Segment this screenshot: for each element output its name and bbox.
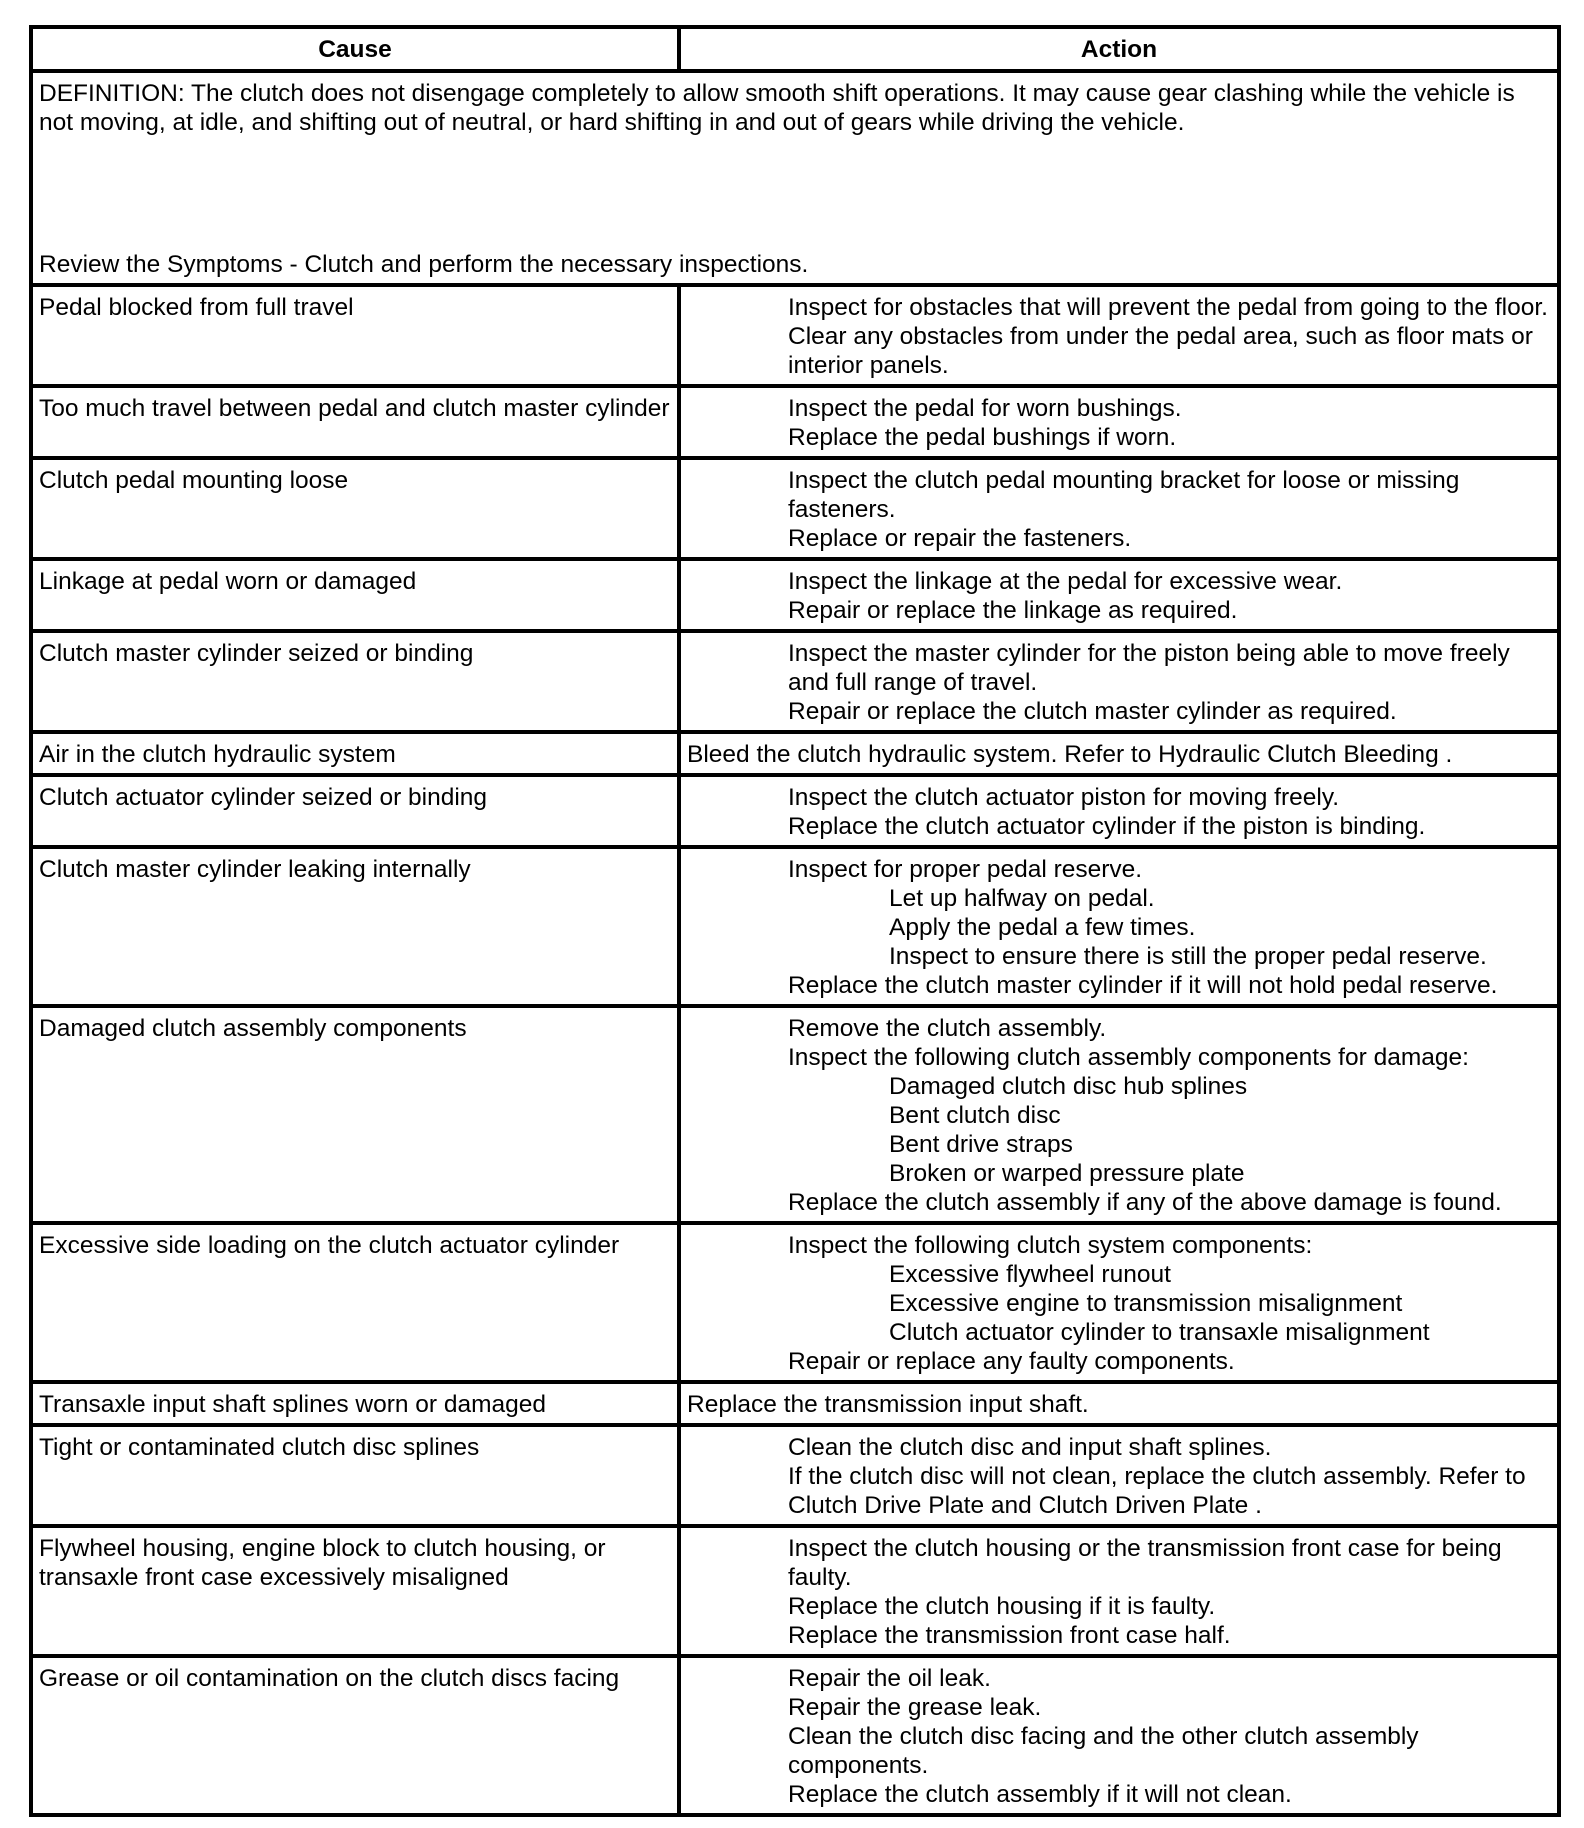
cause-cell: Excessive side loading on the clutch actuator cylinder bbox=[31, 1223, 679, 1382]
cause-cell: Too much travel between pedal and clutch master cylinder bbox=[31, 386, 679, 458]
action-subitem: Damaged clutch disc hub splines bbox=[889, 1073, 1248, 1100]
table-row bbox=[31, 847, 1559, 1006]
action-subitem: Apply the pedal a few times. bbox=[889, 914, 1196, 941]
action-item: Inspect for obstacles that will prevent the pedal from going to the floor. bbox=[788, 294, 1548, 321]
cause-header: Cause bbox=[31, 27, 679, 71]
cause-cell: Clutch master cylinder seized or binding bbox=[31, 631, 679, 732]
action-cell bbox=[679, 285, 1559, 386]
cause-cell: Clutch actuator cylinder seized or binding bbox=[31, 775, 679, 847]
action-cell bbox=[679, 1223, 1559, 1382]
action-item: Clean the clutch disc and input shaft splines. bbox=[788, 1434, 1272, 1461]
cause-cell: Pedal blocked from full travel bbox=[31, 285, 679, 386]
action-item: Clean the clutch disc facing and the other clutch assembly components. bbox=[788, 1723, 1419, 1779]
action-item: Replace the pedal bushings if worn. bbox=[788, 424, 1177, 451]
action-item: Replace the transmission input shaft. bbox=[687, 1391, 1089, 1418]
action-item: Repair or replace the linkage as required. bbox=[788, 597, 1238, 624]
action-cell bbox=[679, 386, 1559, 458]
action-subitem: Bent clutch disc bbox=[889, 1102, 1061, 1129]
table-row bbox=[31, 1006, 1559, 1223]
action-item: Inspect the master cylinder for the piston being able to move freely and full range of travel. bbox=[788, 640, 1510, 696]
definition-cell bbox=[31, 71, 1559, 285]
table-row bbox=[31, 285, 1559, 386]
action-cell bbox=[679, 458, 1559, 559]
action-cell bbox=[679, 775, 1559, 847]
action-subitem: Inspect to ensure there is still the proper pedal reserve. bbox=[889, 943, 1487, 970]
action-subitem: Let up halfway on pedal. bbox=[889, 885, 1155, 912]
action-subitem: Broken or warped pressure plate bbox=[889, 1160, 1245, 1187]
review-symptoms-text: Review the Symptoms - Clutch and perform the necessary inspections. bbox=[39, 251, 809, 278]
cause-cell: Clutch master cylinder leaking internally bbox=[31, 847, 679, 1006]
action-item: Inspect the pedal for worn bushings. bbox=[788, 395, 1182, 422]
action-item: Inspect the following clutch system components: bbox=[788, 1232, 1313, 1259]
action-cell bbox=[679, 559, 1559, 631]
cause-cell: Clutch pedal mounting loose bbox=[31, 458, 679, 559]
table-row bbox=[31, 1526, 1559, 1656]
action-item: Remove the clutch assembly. bbox=[788, 1015, 1107, 1042]
action-item: Inspect the linkage at the pedal for excessive wear. bbox=[788, 568, 1343, 595]
action-cell bbox=[679, 1656, 1559, 1815]
table-row bbox=[31, 458, 1559, 559]
cause-cell: Damaged clutch assembly components bbox=[31, 1006, 679, 1223]
table-row bbox=[31, 732, 1559, 775]
action-item: Repair or replace the clutch master cylinder as required. bbox=[788, 698, 1397, 725]
action-item: Replace the clutch assembly if it will not clean. bbox=[788, 1781, 1292, 1808]
table-body bbox=[31, 71, 1559, 1815]
table-row bbox=[31, 1425, 1559, 1526]
action-item: Inspect for proper pedal reserve. bbox=[788, 856, 1143, 883]
header-row bbox=[31, 27, 1559, 71]
action-cell bbox=[679, 732, 1559, 775]
diagnostic-table bbox=[29, 25, 1561, 1817]
action-subitem: Clutch actuator cylinder to transaxle misalignment bbox=[889, 1319, 1430, 1346]
action-subitem: Bent drive straps bbox=[889, 1131, 1073, 1158]
action-item: Repair or replace any faulty components. bbox=[788, 1348, 1235, 1375]
action-item: Inspect the following clutch assembly components for damage: bbox=[788, 1044, 1469, 1071]
action-item: Replace the clutch master cylinder if it will not hold pedal reserve. bbox=[788, 972, 1498, 999]
action-item: Clear any obstacles from under the pedal area, such as floor mats or interior panels. bbox=[788, 323, 1533, 379]
table-row bbox=[31, 386, 1559, 458]
action-cell bbox=[679, 1006, 1559, 1223]
table-row bbox=[31, 1656, 1559, 1815]
action-cell bbox=[679, 847, 1559, 1006]
action-cell bbox=[679, 1425, 1559, 1526]
cause-cell: Grease or oil contamination on the clutch discs facing bbox=[31, 1656, 679, 1815]
definition-spacer bbox=[39, 137, 1551, 250]
table-row bbox=[31, 1223, 1559, 1382]
action-subitem: Excessive flywheel runout bbox=[889, 1261, 1171, 1288]
cause-cell: Linkage at pedal worn or damaged bbox=[31, 559, 679, 631]
action-header: Action bbox=[679, 27, 1559, 71]
action-cell bbox=[679, 631, 1559, 732]
table-row bbox=[31, 1382, 1559, 1425]
action-item: Replace the clutch assembly if any of the above damage is found. bbox=[788, 1189, 1502, 1216]
definition-text: DEFINITION: The clutch does not disengage completely to allow smooth shift operations. It may cause gear clashing while the vehicle is not moving, at idle, and shifting out of neutral, or hard shifting in and out of gears while driving the vehicle. bbox=[39, 80, 1515, 136]
cause-cell: Air in the clutch hydraulic system bbox=[31, 732, 679, 775]
action-cell bbox=[679, 1526, 1559, 1656]
action-item: Replace the clutch housing if it is faulty. bbox=[788, 1593, 1216, 1620]
action-item: Inspect the clutch actuator piston for moving freely. bbox=[788, 784, 1340, 811]
cause-cell: Tight or contaminated clutch disc splines bbox=[31, 1425, 679, 1526]
cause-cell: Transaxle input shaft splines worn or damaged bbox=[31, 1382, 679, 1425]
action-item: Replace or repair the fasteners. bbox=[788, 525, 1132, 552]
action-subitem: Excessive engine to transmission misalignment bbox=[889, 1290, 1403, 1317]
action-item: Repair the grease leak. bbox=[788, 1694, 1042, 1721]
action-item: If the clutch disc will not clean, replace the clutch assembly. Refer to Clutch Drive Plate and Clutch Driven Plate . bbox=[788, 1463, 1526, 1519]
definition-row bbox=[31, 71, 1559, 285]
cause-cell: Flywheel housing, engine block to clutch housing, or transaxle front case excessively misaligned bbox=[31, 1526, 679, 1656]
action-item: Inspect the clutch pedal mounting bracket for loose or missing fasteners. bbox=[788, 467, 1460, 523]
table-row bbox=[31, 631, 1559, 732]
action-item: Bleed the clutch hydraulic system. Refer to Hydraulic Clutch Bleeding . bbox=[687, 741, 1453, 768]
table-row bbox=[31, 559, 1559, 631]
action-item: Inspect the clutch housing or the transmission front case for being faulty. bbox=[788, 1535, 1502, 1591]
table-row bbox=[31, 775, 1559, 847]
action-item: Repair the oil leak. bbox=[788, 1665, 991, 1692]
action-item: Replace the clutch actuator cylinder if the piston is binding. bbox=[788, 813, 1426, 840]
action-cell bbox=[679, 1382, 1559, 1425]
action-item: Replace the transmission front case half. bbox=[788, 1622, 1231, 1649]
